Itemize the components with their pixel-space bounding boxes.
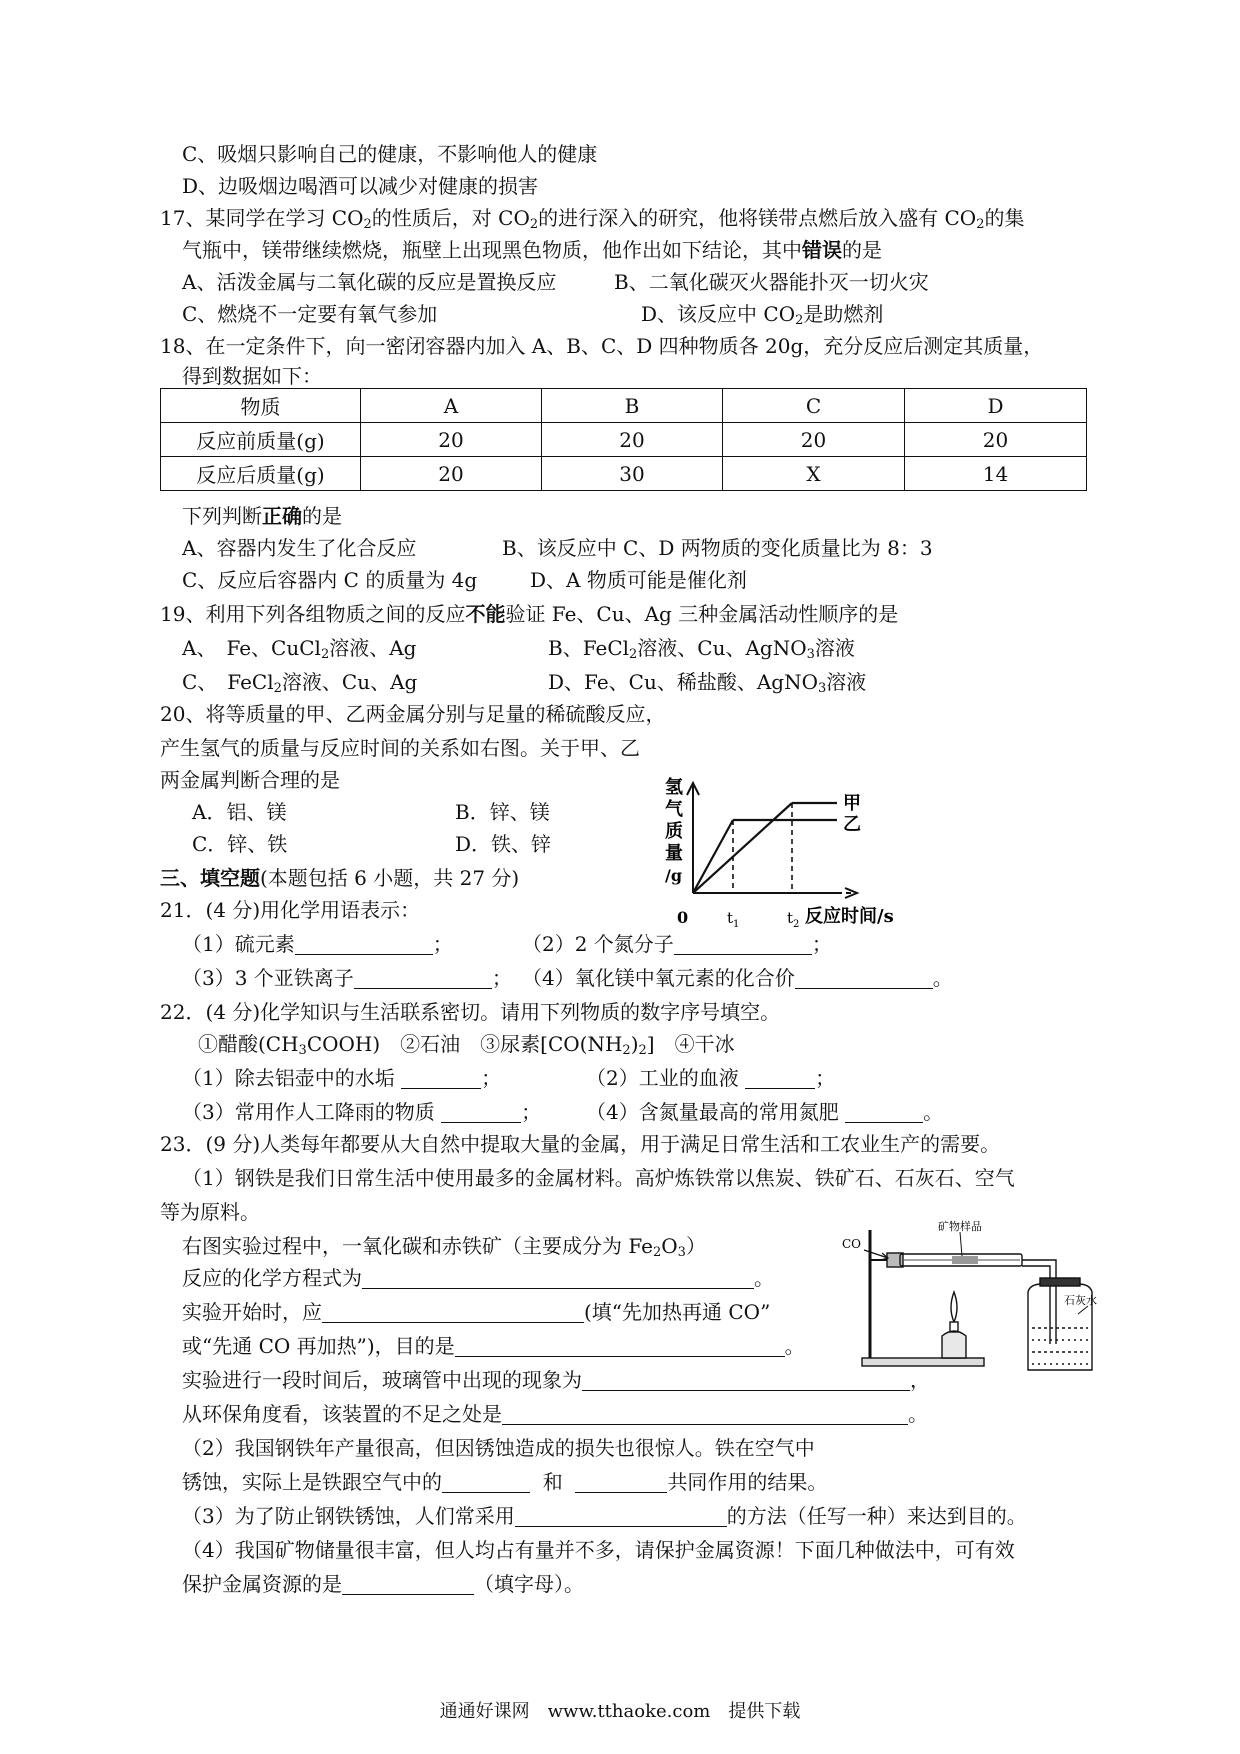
q23-line7: 实验进行一段时间后，玻璃管中出现的现象为 ， (182, 1368, 930, 1392)
q23-line6: 或“先通 CO 再加热”)，目的是 。 (182, 1334, 805, 1358)
table-cell: C (723, 389, 905, 423)
answer-blank[interactable] (354, 966, 492, 989)
q22-part2: （2）工业的血液 ； (586, 1066, 836, 1090)
graph-t1-label: $t_1$ (727, 909, 740, 930)
q23-part1-line2: 等为原料。 (160, 1200, 260, 1224)
q17-stem-line1: 17、某同学在学习 $CO_2$的性质后，对 $CO_2$的进行深入的研究，他将镁带点燃后放入盛有 $CO_2$的集 (160, 206, 1025, 232)
table-cell: X (723, 457, 905, 491)
q20-stem-line1: 20、将等质量的甲、乙两金属分别与足量的稀硫酸反应， (160, 702, 666, 726)
table-cell: 20 (361, 457, 542, 491)
q18-stem-line2: 得到数据如下： (182, 364, 322, 388)
q17-option-c: C、燃烧不一定要有氧气参加 (182, 302, 438, 326)
q18-stem-line1: 18、在一定条件下，向一密闭容器内加入 A、B、C、D 四种物质各 20g，充分反应后测定其质量， (160, 334, 1044, 358)
q23-part4-line1: （4）我国矿物储量很丰富，但人均占有量并不多，请保护金属资源！下面几种做法中，可有效 (182, 1538, 1015, 1562)
answer-blank[interactable] (322, 1300, 584, 1323)
q20-option-b: B．锌、镁 (455, 800, 550, 824)
q17-option-d: D、该反应中 $CO_2$是助燃剂 (641, 302, 884, 328)
table-cell: 20 (905, 423, 1087, 457)
q18-option-b: B、该反应中 C、D 两物质的变化质量比为 8：3 (502, 536, 933, 560)
q18-mass-table (160, 388, 1087, 491)
q21-part1: （1）硫元素 ； (182, 932, 453, 956)
answer-blank[interactable] (745, 1066, 815, 1089)
q22-part1: （1）除去铝壶中的水垢 ； (182, 1066, 502, 1090)
table-cell: 14 (905, 457, 1087, 491)
graph-t2-label: $t_2$ (787, 909, 800, 930)
answer-blank[interactable] (401, 1066, 481, 1089)
answer-blank[interactable] (795, 966, 933, 989)
table-cell: 20 (542, 423, 723, 457)
apparatus-limewater-label: 石灰水 (1064, 1294, 1097, 1307)
q20-option-a: A．铝、镁 (192, 800, 287, 824)
q20-option-d: D．铁、锌 (455, 832, 552, 856)
q19-option-b: B、FeCl$_2$溶液、Cu、AgNO$_3$溶液 (548, 636, 855, 662)
series-label-yi: 乙 (843, 814, 861, 835)
q23-stem: 23．(9 分)人类每年都要从大自然中提取大量的金属，用于满足日常生活和工农业生产的需要。 (160, 1132, 1001, 1156)
q17-stem-line2: 气瓶中，镁带继续燃烧，瓶壁上出现黑色物质，他作出如下结论，其中错误的是 (182, 238, 882, 262)
table-cell: 30 (542, 457, 723, 491)
q21-part3: （3）3 个亚铁离子 ； (182, 966, 512, 990)
page-footer: 通通好课网 www.tthaoke.com 提供下载 (439, 1701, 801, 1722)
q22-part4: （4）含氮量最高的常用氮肥 。 (586, 1100, 944, 1124)
q17-option-a: A、活泼金属与二氧化碳的反应是置换反应 (182, 270, 557, 294)
q20-stem-line3: 两金属判断合理的是 (160, 768, 340, 792)
q18-option-a: A、容器内发生了化合反应 (182, 536, 417, 560)
graph-ylabel-char: 气 (665, 799, 683, 820)
answer-blank[interactable] (674, 932, 812, 955)
section-3-title: 三、填空题(本题包括 6 小题，共 27 分) (160, 866, 520, 890)
table-cell: 物质 (161, 389, 361, 423)
graph-xlabel: 反应时间/s (805, 906, 894, 927)
q19-option-c: C、 FeCl$_2$溶液、Cu、Ag (182, 670, 418, 696)
table-cell: A (361, 389, 542, 423)
table-cell: 20 (361, 423, 542, 457)
answer-blank[interactable] (295, 932, 433, 955)
graph-origin: 0 (677, 908, 689, 927)
table-row (161, 457, 1087, 491)
q19-option-d: D、Fe、Cu、稀盐酸、AgNO$_3$溶液 (548, 670, 867, 696)
table-cell: 反应前质量(g) (161, 423, 361, 457)
apparatus-co-label: CO (842, 1237, 862, 1251)
q23-part4-line2: 保护金属资源的是 （填字母）。 (182, 1572, 584, 1596)
q19-option-a: A、 Fe、CuCl$_2$溶液、Ag (182, 636, 417, 662)
q22-items: ①醋酸$(CH_3COOH)$ ②石油 ③尿素$[CO(NH_2)_2]$ ④干冰 (198, 1032, 735, 1058)
hydrogen-mass-graph (655, 775, 915, 930)
q22-stem: 22．(4 分)化学知识与生活联系密切。请用下列物质的数字序号填空。 (160, 1000, 781, 1024)
q18-judge-line: 下列判断正确的是 (182, 504, 342, 528)
answer-blank[interactable] (442, 1470, 530, 1493)
q23-line4: 反应的化学方程式为 。 (182, 1266, 774, 1290)
apparatus-sample-label: 矿物样品 (938, 1220, 982, 1233)
answer-blank[interactable] (455, 1334, 785, 1357)
table-cell: 反应后质量(g) (161, 457, 361, 491)
q17-option-b: B、二氧化碳灭火器能扑灭一切火灾 (614, 270, 929, 294)
q23-part1-line1: （1）钢铁是我们日常生活中使用最多的金属材料。高炉炼铁常以焦炭、铁矿石、石灰石、空气 (182, 1166, 1015, 1190)
answer-blank[interactable] (575, 1470, 667, 1493)
q21-stem: 21．(4 分)用化学用语表示： (160, 898, 421, 922)
q21-part2: （2）2 个氮分子 ； (522, 932, 832, 956)
table-cell: B (542, 389, 723, 423)
table-cell: D (905, 389, 1087, 423)
answer-blank[interactable] (362, 1266, 754, 1289)
q23-line8: 从环保角度看，该装置的不足之处是 。 (182, 1402, 928, 1426)
answer-blank[interactable] (515, 1504, 727, 1527)
table-row (161, 423, 1087, 457)
q23-part2-line1: （2）我国钢铁年产量很高，但因锈蚀造成的损失也很惊人。铁在空气中 (182, 1436, 815, 1460)
q19-stem: 19、利用下列各组物质之间的反应不能验证 Fe、Cu、Ag 三种金属活动性顺序的是 (160, 602, 899, 626)
q23-line5: 实验开始时，应 (填“先加热再通 CO” (182, 1300, 771, 1324)
answer-blank[interactable] (845, 1100, 923, 1123)
q16-option-d: D、边吸烟边喝酒可以减少对健康的损害 (182, 174, 539, 198)
graph-ylabel-char: 质 (665, 821, 683, 842)
q20-option-c: C．锌、铁 (192, 832, 288, 856)
answer-blank[interactable] (342, 1572, 474, 1595)
q16-option-c: C、吸烟只影响自己的健康，不影响他人的健康 (182, 142, 598, 166)
q23-part3: （3）为了防止钢铁锈蚀，人们常采用 的方法（任写一种）来达到目的。 (182, 1504, 1027, 1528)
q18-option-c: C、反应后容器内 C 的质量为 4g (182, 568, 478, 592)
q22-part3: （3）常用作人工降雨的物质 ； (182, 1100, 542, 1124)
table-row (161, 389, 1087, 423)
graph-ylabel-char: 氢 (665, 777, 683, 798)
graph-ylabel-unit: /g (665, 866, 683, 885)
q20-stem-line2: 产生氢气的质量与反应时间的关系如右图。关于甲、乙 (160, 736, 640, 760)
co-reduction-apparatus (842, 1218, 1104, 1376)
answer-blank[interactable] (502, 1402, 908, 1425)
series-label-jia: 甲 (843, 793, 861, 814)
answer-blank[interactable] (441, 1100, 521, 1123)
q18-option-d: D、A 物质可能是催化剂 (530, 568, 747, 592)
table-cell: 20 (723, 423, 905, 457)
graph-ylabel-char: 量 (665, 843, 683, 864)
q23-part2-line2: 锈蚀，实际上是铁跟空气中的 和 共同作用的结果。 (182, 1470, 828, 1494)
q23-line3: 右图实验过程中，一氧化碳和赤铁矿（主要成分为 $Fe_2O_3$） (182, 1234, 706, 1260)
q21-part4: （4）氧化镁中氧元素的化合价 。 (522, 966, 953, 990)
